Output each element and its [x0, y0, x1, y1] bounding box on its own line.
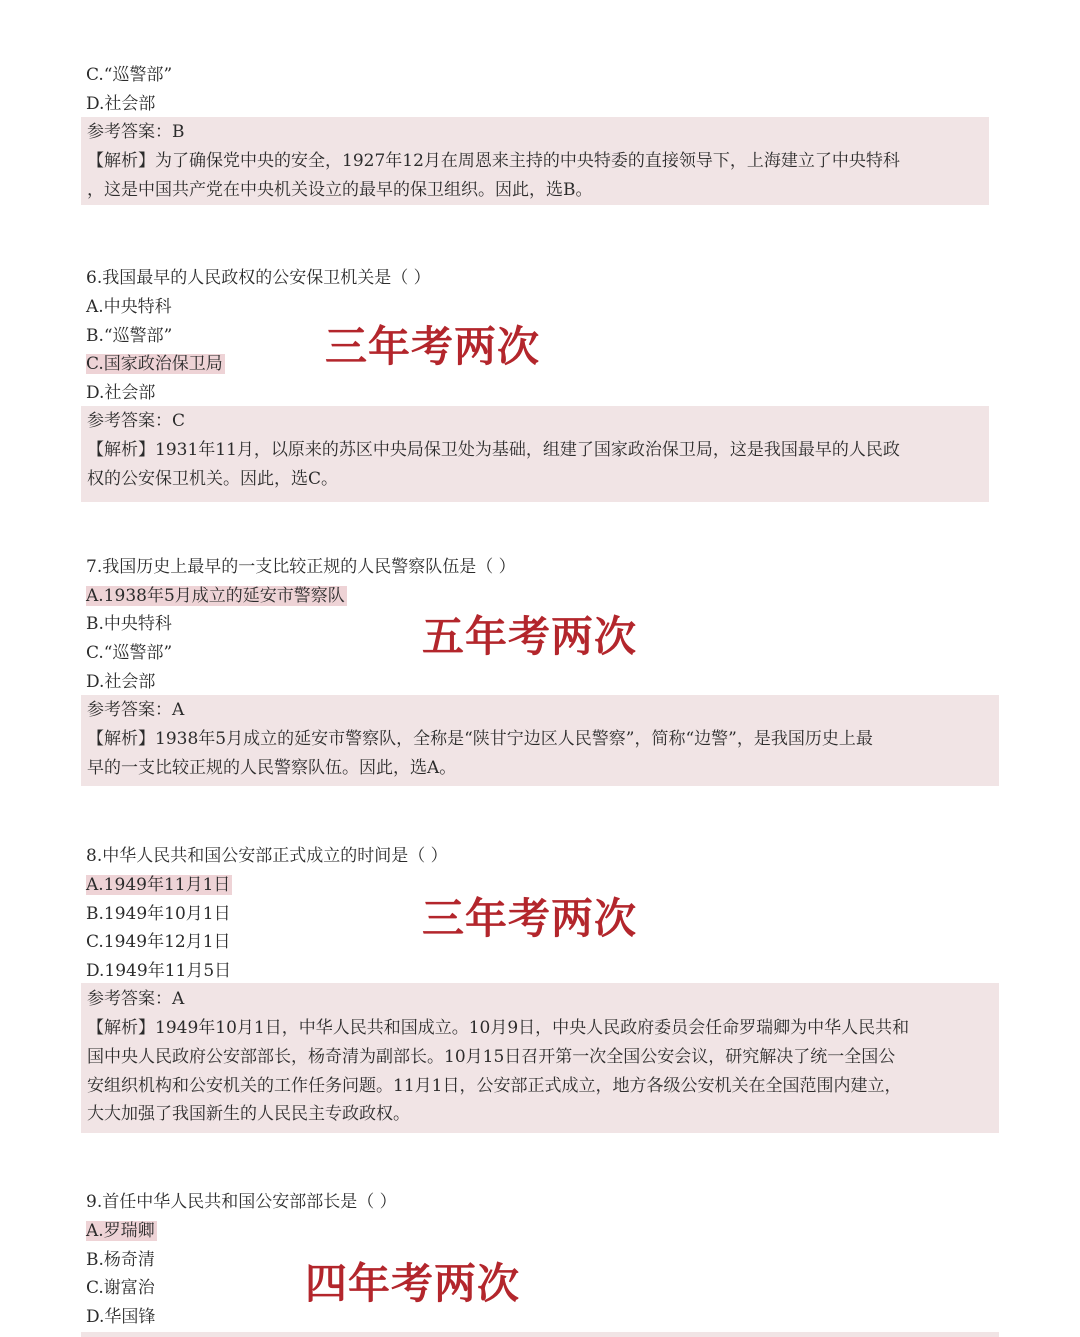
q8-question: 8.中华人民共和国公安部正式成立的时间是（ ） [86, 846, 448, 866]
q8-option-b: B.1949年10月1日 [86, 904, 231, 924]
q5-analysis-line-1: 【解析】为了确保党中央的安全，1927年12月在周恩来主持的中央特委的直接领导下，上海建立了中央特科 [87, 151, 900, 171]
q7-option-b: B.中央特科 [86, 614, 172, 634]
q9-option-a-correct [86, 1219, 157, 1243]
correct-highlight: C.国家政治保卫局 [86, 354, 223, 374]
q6-frequency-stamp: 三年考两次 [325, 322, 541, 371]
q5-option-c: C.“巡警部” [86, 65, 173, 85]
q6-option-d: D.社会部 [86, 383, 156, 403]
q7-option-a-correct [86, 584, 347, 608]
q7-question: 7.我国历史上最早的一支比较正规的人民警察队伍是（ ） [86, 557, 516, 577]
q9-option-b: B.杨奇清 [86, 1250, 155, 1270]
q7-answer-box [81, 695, 999, 786]
q8-frequency-stamp: 三年考两次 [422, 894, 638, 943]
q7-frequency-stamp: 五年考两次 [422, 612, 638, 661]
q9-option-c: C.谢富治 [86, 1278, 155, 1298]
q7-option-d: D.社会部 [86, 672, 156, 692]
q6-option-b: B.“巡警部” [86, 326, 173, 346]
q8-option-a-correct [86, 873, 232, 897]
q7-analysis-line-1: 【解析】1938年5月成立的延安市警察队，全称是“陕甘宁边区人民警察”，简称“边警”，是我国历史上最 [87, 729, 873, 749]
q8-option-c: C.1949年12月1日 [86, 932, 231, 952]
q7-answer: 参考答案：A [87, 700, 185, 720]
q8-analysis-line-2: 国中央人民政府公安部部长，杨奇清为副部长。10月15日召开第一次全国公安会议，研究解决了统一全国公 [87, 1047, 896, 1067]
q6-analysis-line-2: 权的公安保卫机关。因此，选C。 [87, 469, 339, 489]
q6-option-a: A.中央特科 [86, 297, 172, 317]
q9-answer-box-top [81, 1332, 999, 1337]
q8-answer: 参考答案：A [87, 989, 185, 1009]
q6-option-c-correct [86, 352, 225, 376]
q8-analysis-line-1: 【解析】1949年10月1日，中华人民共和国成立。10月9日，中央人民政府委员会任命罗瑞卿为中华人民共和 [87, 1018, 910, 1038]
q5-answer-box [81, 117, 989, 205]
q6-answer-box [81, 406, 989, 502]
q5-option-d: D.社会部 [86, 94, 156, 114]
q7-option-c: C.“巡警部” [86, 643, 173, 663]
q8-answer-box [81, 983, 999, 1133]
q6-analysis-line-1: 【解析】1931年11月，以原来的苏区中央局保卫处为基础，组建了国家政治保卫局，这是我国最早的人民政 [87, 440, 900, 460]
correct-highlight: A.1938年5月成立的延安市警察队 [86, 586, 345, 606]
q9-question: 9.首任中华人民共和国公安部部长是（ ） [86, 1192, 397, 1212]
q8-option-d: D.1949年11月5日 [86, 961, 232, 981]
q6-question: 6.我国最早的人民政权的公安保卫机关是（ ） [86, 268, 431, 288]
correct-highlight: A.1949年11月1日 [86, 875, 231, 895]
q8-analysis-line-3: 安组织机构和公安机关的工作任务问题。11月1日，公安部正式成立，地方各级公安机关在全国范围内建立， [87, 1076, 902, 1096]
q9-frequency-stamp: 四年考两次 [305, 1259, 521, 1308]
q5-answer: 参考答案：B [87, 122, 185, 142]
q7-analysis-line-2: 早的一支比较正规的人民警察队伍。因此，选A。 [87, 758, 457, 778]
correct-highlight: A.罗瑞卿 [86, 1221, 155, 1241]
q5-analysis-line-2: ，这是中国共产党在中央机关设立的最早的保卫组织。因此，选B。 [87, 180, 593, 200]
q8-analysis-line-4: 大大加强了我国新生的人民民主专政政权。 [87, 1104, 410, 1124]
q9-option-d: D.华国锋 [86, 1307, 156, 1327]
q6-answer: 参考答案：C [87, 411, 186, 431]
